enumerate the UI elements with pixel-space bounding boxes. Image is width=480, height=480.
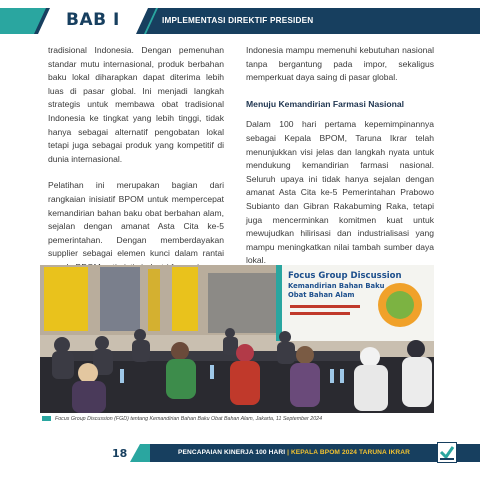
left-column — [48, 44, 224, 288]
caption-text: Focus Group Discussion (FGD) tentang Kemandirian Bahan Baku Obat Bahan Alam, Jakarta, 11 September 2024 — [55, 416, 323, 422]
banner-title: Focus Group Discussion — [288, 271, 402, 281]
banner-subtitle-2: Obat Bahan Alam — [288, 291, 355, 299]
footer-text-main: PENCAPAIAN KINERJA 100 HARI — [178, 449, 286, 456]
logo-mark-icon — [438, 443, 456, 462]
left-paragraph-2: Pelatihan ini merupakan bagian dari rangkaian inisiatif BPOM untuk mempercepat kemandirian bahan baku obat berbahan alam, sejalan dengan amanat Asta Cita ke-5 pemerintahan. Dengan memberdayakan supplier sebagai elemen kunci dalam rantai — [48, 180, 224, 259]
photo-caption — [42, 416, 322, 422]
right-paragraph-2: Dalam 100 hari pertama kepemimpinannya sebagai Kepala BPOM, Taruna Ikrar telah menunjukkan visi jelas dan langkah nyata untuk mendukung kemandirian farmasi nasional. Seluruh upaya ini tidak hanya sejalan dengan amanat Asta Cita ke-5 Pemerintahan Prabowo Subianto dan Gibran Rakabuming Raka, tetapi juga mencerminkan komitmen kuat untuk mewujudkan hilirisasi dan industrialisasi yang mampu meningkatkan nilai tambah sumber daya lokal. — [246, 119, 434, 266]
banner-subtitle: Kemandirian Bahan Baku — [288, 282, 385, 290]
page-header — [0, 0, 480, 38]
section-heading: Menuju Kemandirian Farmasi Nasional — [246, 98, 405, 109]
fgd-photo — [40, 265, 434, 413]
right-column — [246, 44, 434, 281]
footer-text — [178, 449, 410, 456]
footer-text-highlight: | KEPALA BPOM 2024 TARUNA IKRAR — [287, 449, 410, 456]
left-paragraph-1: tradisional Indonesia. Dengan pemenuhan standar mutu internasional, produk berbahan baku lokal diharapkan dapat diterima lebih luas di pasar global. Ini menjadi langkah strategis untuk membawa obat tradisional Indonesia ke tingkat yang lebih tinggi, tidak hanya sebagai alternatif pengobatan lokal tetapi juga sebagai produk yang kompetitif di dunia internasional. — [48, 45, 224, 164]
caption-marker — [42, 416, 51, 421]
page-footer — [0, 440, 480, 464]
right-paragraph-1: Indonesia mampu memenuhi kebutuhan nasional tanpa bergantung pada impor, sekaligus memperkuat daya saing di pasar global. — [246, 45, 434, 83]
chapter-label: BAB I — [66, 10, 120, 30]
photo-illustration — [40, 265, 434, 413]
page-number: 18 — [112, 447, 128, 460]
header-title: IMPLEMENTASI DIREKTIF PRESIDEN — [162, 16, 314, 25]
bpom-logo-icon — [437, 442, 457, 463]
